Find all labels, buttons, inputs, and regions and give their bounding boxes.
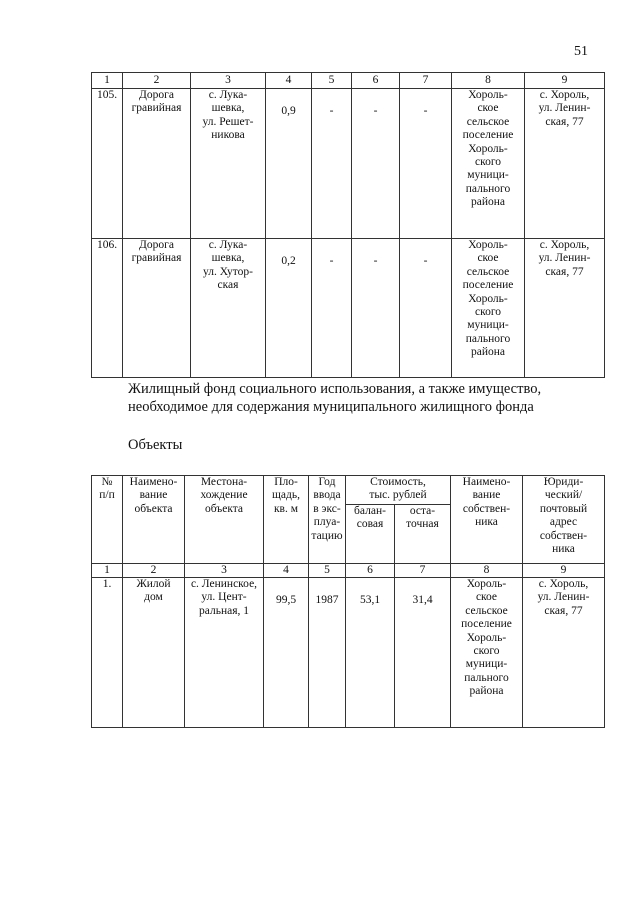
owner-name: Хороль- ское сельское поселение Хороль- ского муници- пального района xyxy=(452,239,525,378)
commission-year: - xyxy=(312,89,352,239)
row-number: 1. xyxy=(92,578,123,728)
object-name: Жилой дом xyxy=(123,578,185,728)
column-number-row xyxy=(92,73,605,89)
owner-address: с. Хороль, ул. Ленин- ская, 77 xyxy=(525,239,605,378)
header-address: Юриди- ческий/ почтовый адрес собствен- ника xyxy=(523,476,605,564)
column-number: 7 xyxy=(400,73,452,89)
header-owner: Наимено- вание собствен- ника xyxy=(451,476,523,564)
objects-label: Объекты xyxy=(128,437,183,453)
object-name: Дорога гравийная xyxy=(123,239,191,378)
column-number: 1 xyxy=(92,564,123,578)
object-location: с. Лука- шевка, ул. Решет- никова xyxy=(191,89,266,239)
section-heading: Жилищный фонд социального использования, а также имущество, необходимое для содержания муниципального жилищного фонда xyxy=(128,381,542,415)
column-number: 4 xyxy=(264,564,309,578)
column-number-row xyxy=(92,564,605,578)
column-number: 6 xyxy=(346,564,395,578)
balance-cost: 53,1 xyxy=(346,578,395,728)
column-number: 3 xyxy=(191,73,266,89)
object-location: с. Ленинское, ул. Цент- ральная, 1 xyxy=(185,578,264,728)
row-number: 105. xyxy=(92,89,123,239)
header-area: Пло- щадь, кв. м xyxy=(264,476,309,564)
table-row xyxy=(92,239,605,378)
column-number: 5 xyxy=(312,73,352,89)
object-area: 99,5 xyxy=(264,578,309,728)
owner-address: с. Хороль, ул. Ленин- ская, 77 xyxy=(523,578,605,728)
header-cost: Стоимость, тыс. рублей xyxy=(346,476,451,505)
column-number: 1 xyxy=(92,73,123,89)
commission-year: - xyxy=(312,239,352,378)
row-number: 106. xyxy=(92,239,123,378)
balance-cost: - xyxy=(352,89,400,239)
column-number: 6 xyxy=(352,73,400,89)
column-number: 4 xyxy=(266,73,312,89)
object-location: с. Лука- шевка, ул. Хутор- ская xyxy=(191,239,266,378)
residual-cost: 31,4 xyxy=(395,578,451,728)
balance-cost: - xyxy=(352,239,400,378)
property-table-continued xyxy=(91,72,605,378)
header-no: № п/п xyxy=(92,476,123,564)
header-year: Год ввода в экс- плуа- тацию xyxy=(309,476,346,564)
owner-address: с. Хороль, ул. Ленин- ская, 77 xyxy=(525,89,605,239)
header-cost-balance: балан- совая xyxy=(346,505,395,564)
column-number: 9 xyxy=(525,73,605,89)
column-number: 2 xyxy=(123,73,191,89)
header-row xyxy=(92,476,605,505)
column-number: 9 xyxy=(523,564,605,578)
header-cost-residual: оста- точная xyxy=(395,505,451,564)
column-number: 7 xyxy=(395,564,451,578)
header-name: Наимено- вание объекта xyxy=(123,476,185,564)
table-row xyxy=(92,89,605,239)
object-name: Дорога гравийная xyxy=(123,89,191,239)
column-number: 3 xyxy=(185,564,264,578)
residual-cost: - xyxy=(400,239,452,378)
header-location: Местона- хождение объекта xyxy=(185,476,264,564)
owner-name: Хороль- ское сельское поселение Хороль- ского муници- пального района xyxy=(451,578,523,728)
column-number: 2 xyxy=(123,564,185,578)
object-area: 0,2 xyxy=(266,239,312,378)
column-number: 8 xyxy=(452,73,525,89)
housing-objects-table xyxy=(91,475,605,728)
owner-name: Хороль- ское сельское поселение Хороль- ского муници- пального района xyxy=(452,89,525,239)
object-area: 0,9 xyxy=(266,89,312,239)
residual-cost: - xyxy=(400,89,452,239)
column-number: 8 xyxy=(451,564,523,578)
commission-year: 1987 xyxy=(309,578,346,728)
table-row xyxy=(92,578,605,728)
page-number: 51 xyxy=(574,44,588,59)
column-number: 5 xyxy=(309,564,346,578)
